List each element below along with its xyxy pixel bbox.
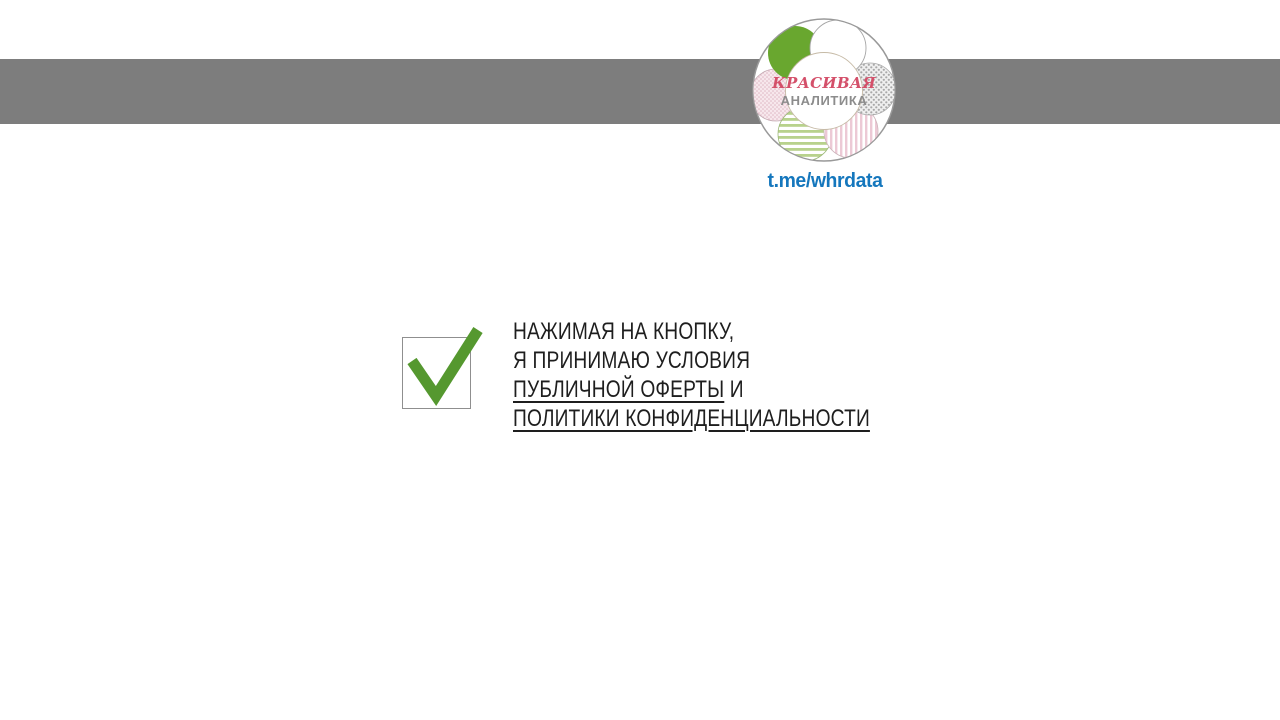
consent-line-3 xyxy=(513,375,870,404)
logo-title: КРАСИВАЯ xyxy=(772,74,876,92)
header-bar xyxy=(0,59,1280,124)
logo-subtitle: АНАЛИТИКА xyxy=(780,93,868,108)
consent-line-1: НАЖИМАЯ НА КНОПКУ, xyxy=(513,318,735,345)
consent-checkbox[interactable] xyxy=(402,337,471,409)
offer-link[interactable]: ПУБЛИЧНОЙ ОФЕРТЫ xyxy=(513,376,725,403)
brand-logo xyxy=(750,16,898,164)
privacy-link[interactable]: ПОЛИТИКИ КОНФИДЕНЦИАЛЬНОСТИ xyxy=(513,405,870,432)
flower-logo-icon xyxy=(750,16,898,164)
telegram-link[interactable]: t.me/whrdata xyxy=(767,170,883,192)
conjunction-text: И xyxy=(724,376,744,403)
consent-line-4 xyxy=(513,404,870,433)
consent-text xyxy=(513,317,870,433)
consent-line-2: Я ПРИНИМАЮ УСЛОВИЯ xyxy=(513,347,751,374)
